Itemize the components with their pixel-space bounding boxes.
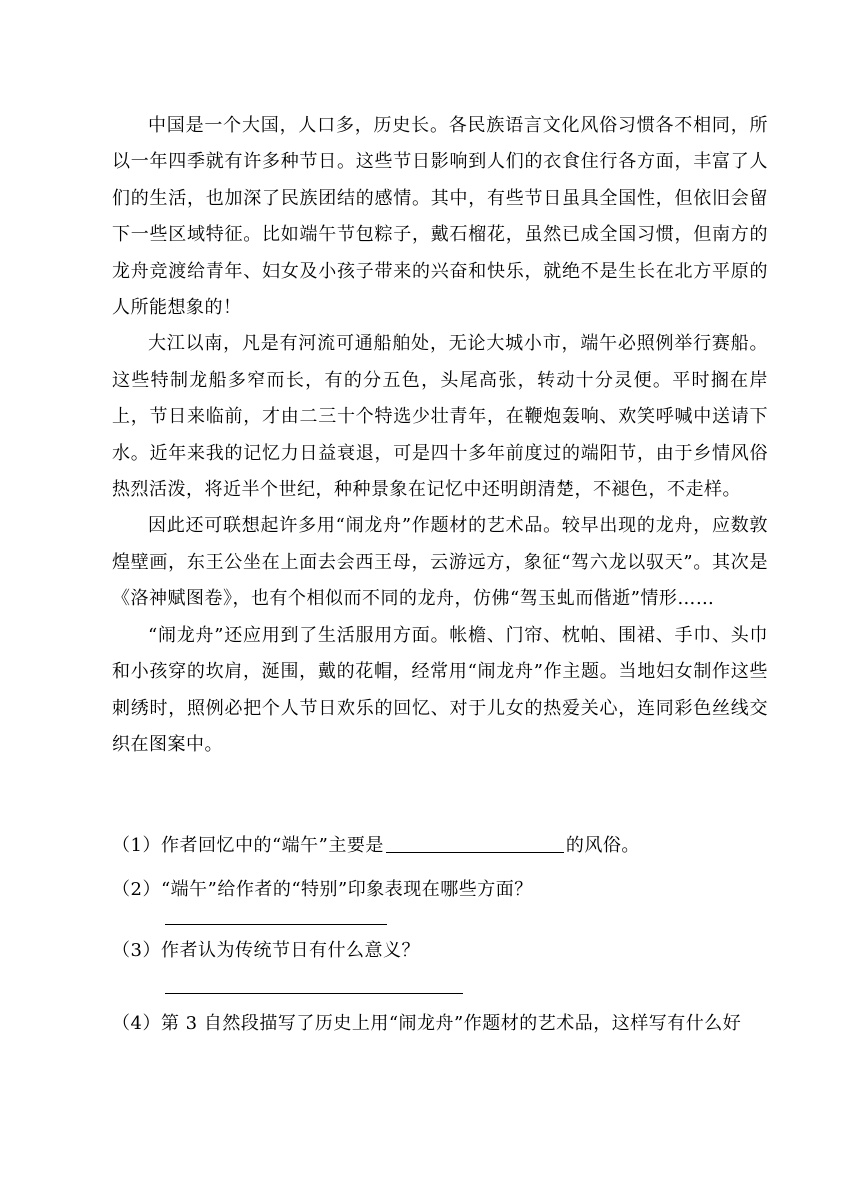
question-1-blank[interactable] xyxy=(386,832,564,853)
passage-paragraph-2: 大江以南，凡是有河流可通船舶处，无论大城小市，端午必照例举行赛船。这些特制龙船多窄而长，有的分五色，头尾高张，转动十分灵便。平时搁在岸上，节日来临前，才由二三十个特选少壮青年，在鞭炮轰响、欢笑呼喊中送请下水。近年来我的记忆力日益衰退，可是四十多年前度过的端阳节，由于乡情风俗热烈活泼，将近半个世纪，种种景象在记忆中还明朗清楚，不褪色，不走样。 xyxy=(112,333,768,501)
question-4: （4）第 3 自然段描写了历史上用“闹龙舟”作题材的艺术品，这样写有什么好 xyxy=(112,1013,742,1034)
passage-paragraph-3: 因此还可联想起许多用“闹龙舟”作题材的艺术品。较早出现的龙舟，应数敦煌壁画，东王公坐在上面去会西王母，云游远方，象征“驾六龙以驭天”。其次是《洛神赋图卷》，也有个相似而不同的龙舟，仿佛“驾玉虬而偕逝”情形…… xyxy=(112,515,768,610)
reading-passage xyxy=(112,108,768,763)
passage-paragraph-4: “闹龙舟”还应用到了生活服用方面。帐檐、门帘、枕帕、围裙、手巾、头巾和小孩穿的坎肩，涎围，戴的花帽，经常用“闹龙舟”作主题。当地妇女制作这些刺绣时，照例必把个人节日欢乐的回忆、对于儿女的热爱关心，连同彩色丝线交织在图案中。 xyxy=(112,624,768,755)
question-2: （2）“端午”给作者的“特别”印象表现在哪些方面？ xyxy=(112,879,533,900)
question-3: （3）作者认为传统节日有什么意义？ xyxy=(112,940,420,961)
passage-paragraph-1: 中国是一个大国，人口多，历史长。各民族语言文化风俗习惯各不相同，所以一年四季就有许多种节日。这些节日影响到人们的衣食住行各方面，丰富了人们的生活，也加深了民族团结的感情。其中，有些节日虽具全国性，但依旧会留下一些区域特征。比如端午节包粽子，戴石榴花，虽然已成全国习惯，但南方的龙舟竞渡给青年、妇女及小孩子带来的兴奋和快乐，就绝不是生长在北方平原的人所能想象的！ xyxy=(112,115,768,319)
question-3-answer-line[interactable] xyxy=(165,993,463,994)
question-1-prefix: （1）作者回忆中的“端午”主要是 xyxy=(112,835,384,856)
question-1 xyxy=(112,828,640,864)
question-1-suffix: 的风俗。 xyxy=(565,835,640,856)
question-2-answer-line[interactable] xyxy=(165,924,387,925)
